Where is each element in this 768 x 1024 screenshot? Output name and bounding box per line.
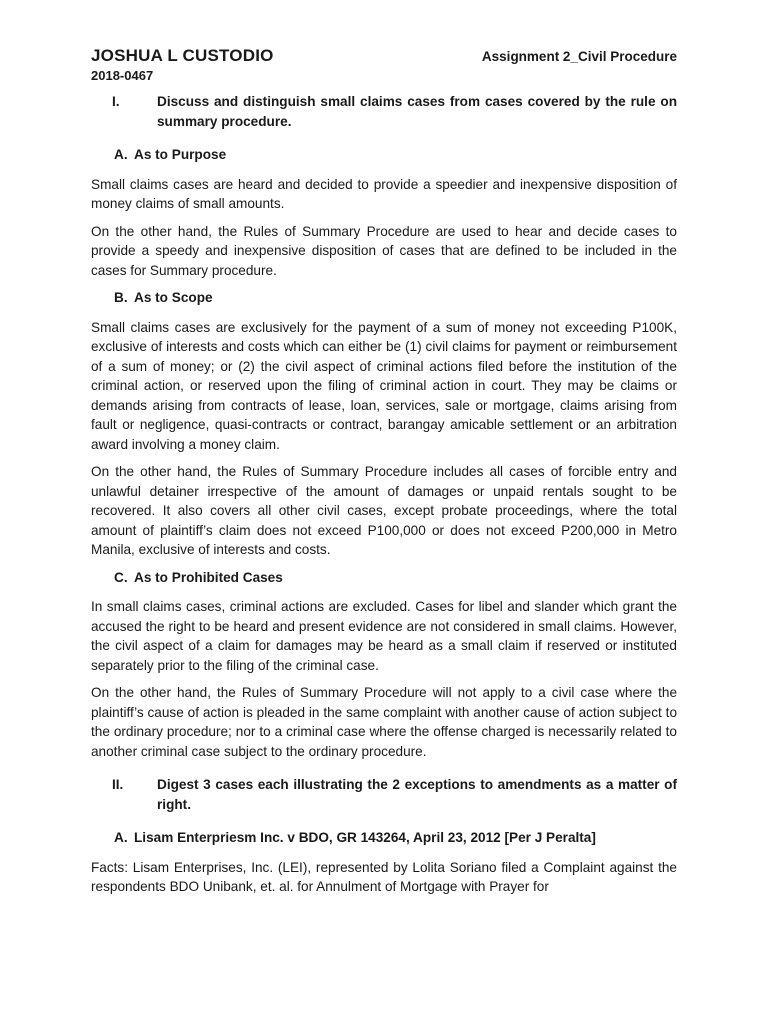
question-2-text: Digest 3 cases each illustrating the 2 exceptions to amendments as a matter of right. [157,777,677,812]
heading-scope [91,288,677,308]
heading-case-text: Lisam Enterpriesm Inc. v BDO, GR 143264, April 23, 2012 [Per J Peralta] [134,830,596,845]
paragraph: In small claims cases, criminal actions are excluded. Cases for libel and slander which grant the accused the right to be heard and present evidence are not considered in small claims. However, the civil aspect of a claim for damages may be heard as a small claim if reserved or instituted separately prior to the filing of the criminal case. [91,599,677,673]
document-body [91,92,677,905]
heading-prohibited-cases [91,568,677,588]
assignment-title: Assignment 2_Civil Procedure [481,49,677,64]
question-2 [91,775,677,814]
heading-case-lisam [91,828,677,848]
paragraph: On the other hand, the Rules of Summary Procedure will not apply to a civil case where the plaintiff’s cause of action is pleaded in the same complaint with another cause of action subject to the ordinary procedure; nor to a criminal case where the offense charged is necessarily related to another criminal case subject to the ordinary procedure. [91,685,677,759]
heading-purpose-text: As to Purpose [134,147,227,162]
paragraph: Facts: Lisam Enterprises, Inc. (LEI), represented by Lolita Soriano filed a Complaint against the respondents BDO Unibank, et. al. for Annulment of Mortgage with Prayer for [91,859,677,894]
document-header [91,46,677,83]
paragraph: Small claims cases are exclusively for the payment of a sum of money not exceeding P100K, exclusive of interests and costs which can either be (1) civil claims for payment or reimbursement of a sum of money; or (2) the civil aspect of criminal actions filed before the institution of the criminal action, or reserved upon the filing of criminal action in court. They may be claims or demands arising from contracts of lease, loan, services, sale or mortgage, claims arising from fault or negligence, quasi-contracts or contract, barangay amicable settlement or an arbitration award involving a money claim. [91,319,677,452]
question-1-text: Discuss and distinguish small claims cases from cases covered by the rule on summary procedure. [157,94,677,129]
heading-purpose [91,145,677,165]
heading-purpose-letter: A. [114,147,128,162]
heading-scope-letter: B. [114,290,128,305]
heading-prohibited-letter: C. [114,569,128,585]
question-2-number: II. [112,777,124,792]
paragraph: Small claims cases are heard and decided to provide a speedier and inexpensive disposition of money claims of small amounts. [91,176,677,211]
question-1 [91,92,677,131]
heading-case-letter: A. [114,830,128,845]
author-name: JOSHUA L CUSTODIO [91,46,274,65]
student-id: 2018-0467 [91,68,154,83]
question-1-number: I. [112,94,120,109]
heading-prohibited-text: As to Prohibited Cases [134,569,283,585]
paragraph: On the other hand, the Rules of Summary Procedure are used to hear and decide cases to provide a speedy and inexpensive disposition of cases that are defined to be included in the cases for Summary procedure. [91,223,677,278]
heading-scope-text: As to Scope [134,290,213,305]
paragraph: On the other hand, the Rules of Summary Procedure includes all cases of forcible entry and unlawful detainer irrespective of the amount of damages or unpaid rentals sought to be recovered. It also covers all other civil cases, except probate proceedings, where the total amount of plaintiff’s claim does not exceed P100,000 or does not exceed P200,000 in Metro Manila, exclusive of interests and costs. [91,464,677,557]
